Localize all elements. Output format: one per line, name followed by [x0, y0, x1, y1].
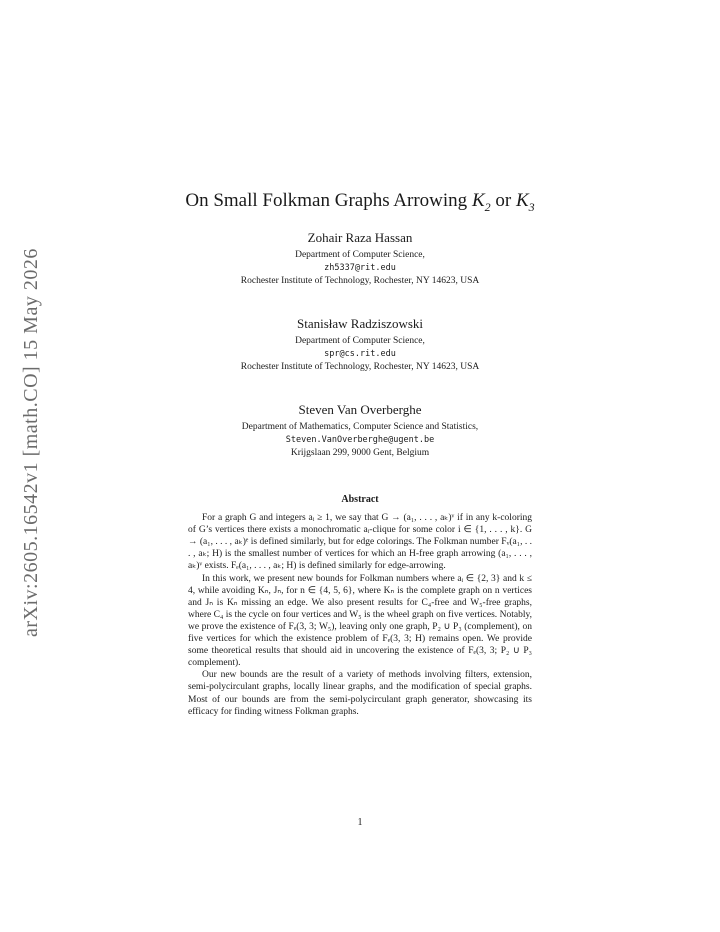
author-name: Zohair Raza Hassan: [307, 230, 413, 245]
author-block-1: [0, 230, 720, 288]
author-email[interactable]: spr@cs.rit.edu: [324, 349, 396, 359]
author-email[interactable]: Steven.VanOverberghe@ugent.be: [285, 435, 435, 445]
title-prefix: On Small Folkman Graphs Arrowing: [185, 190, 472, 211]
paper-title: [0, 190, 720, 215]
author-block-2: [0, 316, 720, 374]
title-k3: $K_3$: [515, 190, 535, 214]
arxiv-identifier: arXiv:2605.16542v1 [math.CO] 15 May 2026: [20, 248, 42, 637]
page-number: 1: [357, 817, 363, 828]
abstract-heading: Abstract: [341, 494, 379, 505]
author-institution: Rochester Institute of Technology, Rochester, NY 14623, USA: [240, 276, 480, 286]
title-middle: or: [490, 190, 516, 211]
author-name: Stanisław Radziszowski: [296, 316, 423, 331]
author-email[interactable]: zh5337@rit.edu: [324, 263, 396, 273]
abstract-section: [188, 494, 532, 718]
author-department: Department of Computer Science,: [295, 336, 425, 346]
abstract-paragraph-1: For a graph G and integers aᵢ ≥ 1, we say that G → (a₁, . . . , aₖ)ᵛ if in any k-coloring of G’s vertices there exists a monochromatic aᵢ-clique for some color i ∈ {1, . . . , k}. G → (a₁, . . . , aₖ)ᵉ is defined similarly, but for edge colorings. The Folkman number Fᵥ(a₁, . . . , aₖ; H) is the smallest number of vertices for which an H-free graph arrowing (a₁, . . . , aₖ)ᵛ exists. Fₑ(a₁, . . . , aₖ; H) is defined similarly for edge-arrowing.: [188, 513, 532, 572]
abstract-paragraph-2: In this work, we present new bounds for Folkman numbers where aᵢ ∈ {2, 3} and k ≤ 4, while avoiding Kₙ, Jₙ, for n ∈ {4, 5, 6}, where Kₙ is the complete graph on n vertices and Jₙ is Kₙ missing an edge. We also present results for C₄-free and W₅-free graphs, where C₄ is the cycle on four vertices and W₅ is the wheel graph on five vertices. Notably, we prove the existence of Fₑ(3, 3; W₅), leaving only one graph, P₂ ∪ P₃ (complement), on five vertices for which the existence problem of Fₑ(3, 3; H) remains open. We provide some theoretical results that should aid in uncovering the existence of Fₑ(3, 3; P₂ ∪ P₃ complement).: [188, 573, 532, 669]
author-institution: Krijgslaan 299, 9000 Gent, Belgium: [290, 448, 430, 458]
author-block-3: [0, 402, 720, 460]
title-k2: $K_2$: [471, 190, 491, 214]
author-institution: Rochester Institute of Technology, Rochester, NY 14623, USA: [240, 362, 480, 372]
author-name: Steven Van Overberghe: [298, 402, 422, 417]
abstract-paragraph-3: Our new bounds are the result of a variety of methods involving filters, extension, semi-polycirculant graphs, locally linear graphs, and the modification of special graphs. Most of our bounds are from the semi-polycirculant graph generator, showcasing its efficacy for finding witness Folkman graphs.: [188, 670, 532, 717]
author-department: Department of Computer Science,: [295, 250, 425, 260]
author-department: Department of Mathematics, Computer Science and Statistics,: [241, 422, 479, 432]
